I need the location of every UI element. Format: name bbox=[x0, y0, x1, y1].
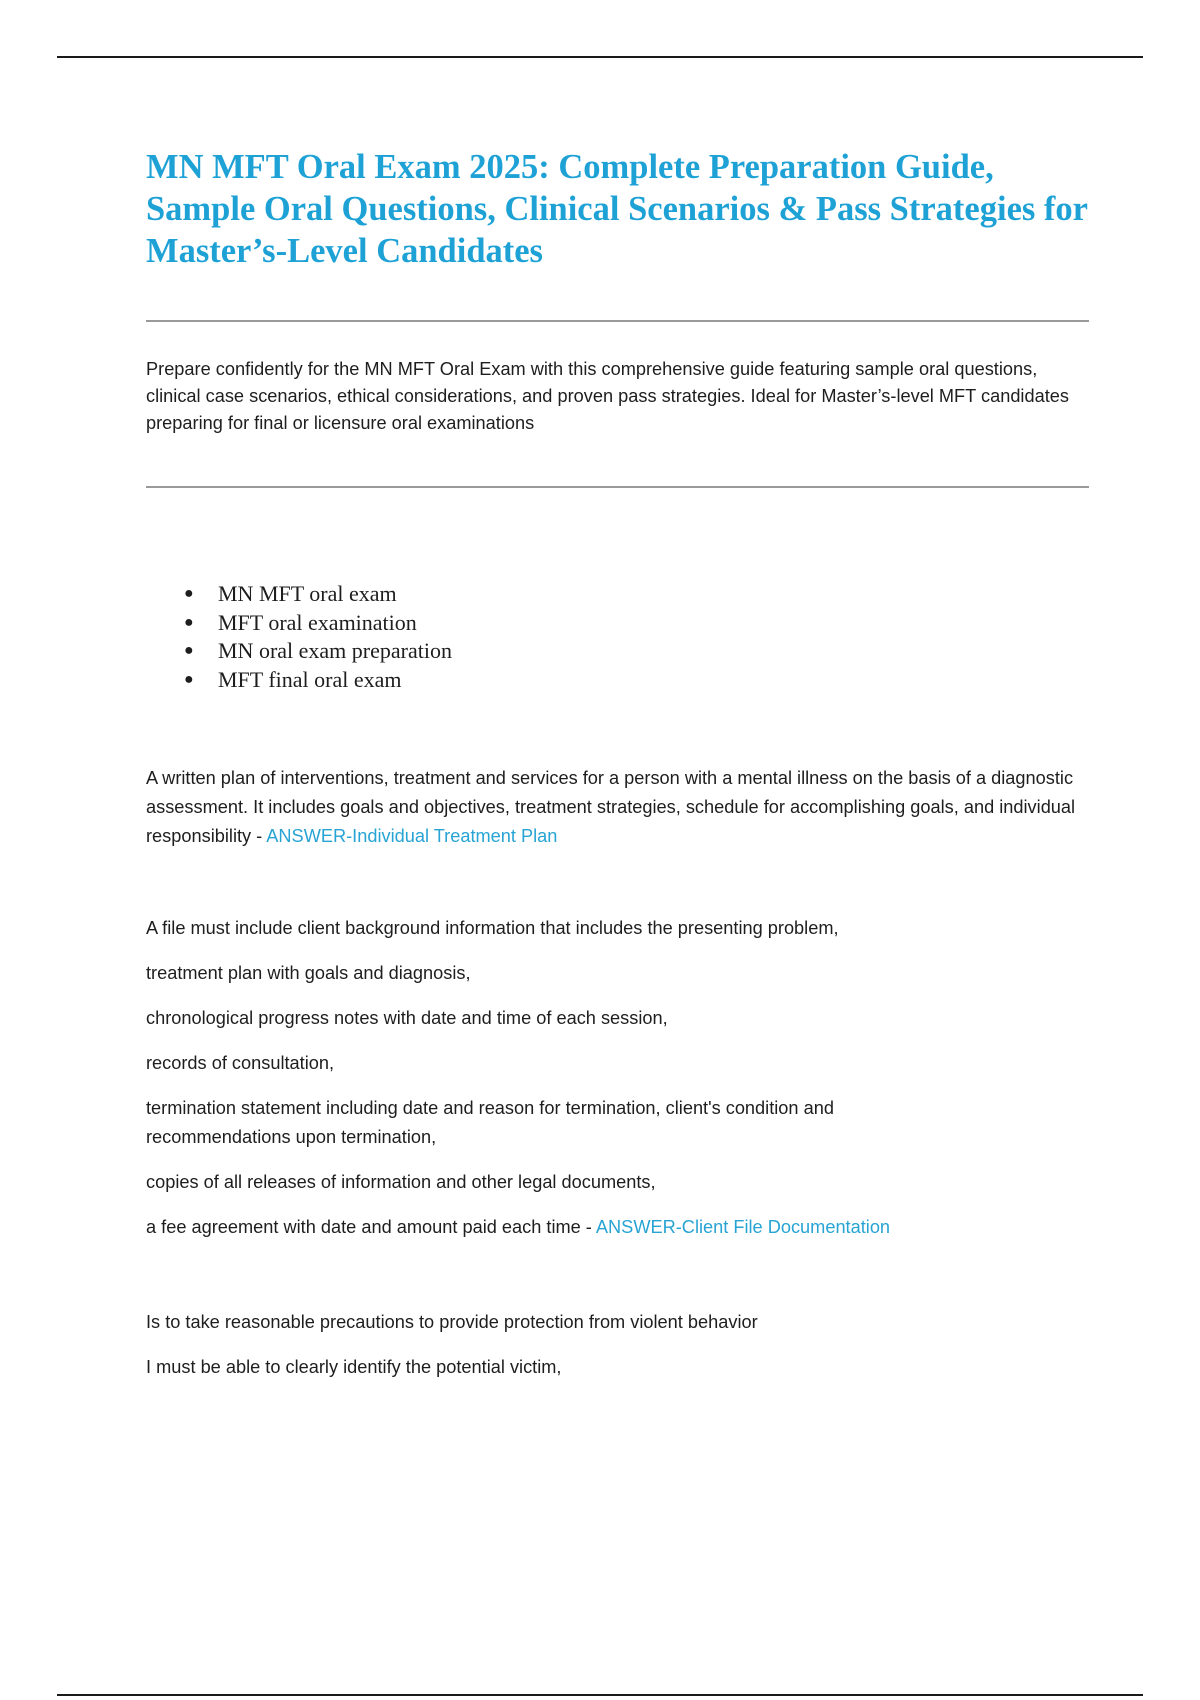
list-item: ● MFT oral examination bbox=[178, 609, 452, 638]
question-line: Is to take reasonable precautions to provide protection from violent behavior bbox=[146, 1312, 758, 1332]
divider-2 bbox=[146, 486, 1089, 488]
bullet-icon: ● bbox=[184, 585, 194, 602]
document-title: MN MFT Oral Exam 2025: Complete Preparation Guide, Sample Oral Questions, Clinical Scenarios & Pass Strategies for Master’s-Level Candidates bbox=[146, 148, 1088, 270]
bullet-icon: ● bbox=[184, 670, 194, 688]
list-item: ● MN MFT oral exam bbox=[178, 580, 452, 609]
question-line: chronological progress notes with date and time of each session, bbox=[146, 1008, 668, 1028]
question-line: A file must include client background information that includes the presenting problem, bbox=[146, 918, 839, 938]
question-line-final: a fee agreement with date and amount paid each time - ANSWER-Client File Documentation bbox=[146, 1217, 891, 1237]
keyword-list bbox=[178, 580, 452, 694]
question-line: I must be able to clearly identify the potential victim, bbox=[146, 1357, 562, 1377]
answer-text: ANSWER-Client File Documentation bbox=[595, 1217, 891, 1237]
list-item: ● MN oral exam preparation bbox=[178, 637, 452, 666]
intro-paragraph: Prepare confidently for the MN MFT Oral Exam with this comprehensive guide featuring sample oral questions, clinical case scenarios, ethical considerations, and proven pass strategies. Ideal for Master’s-level MFT candidates preparing for final or licensure oral examinations bbox=[146, 359, 1069, 433]
bullet-icon: ● bbox=[184, 642, 194, 659]
qa-client-file bbox=[146, 914, 1091, 1258]
question-line: copies of all releases of information and other legal documents, bbox=[146, 1172, 656, 1192]
question-text: A written plan of interventions, treatment and services for a person with a mental illness on the basis of a diagnostic assessment. It includes goals and objectives, treatment strategies, schedule for accomplishing goals, and individual responsibility - bbox=[146, 768, 1076, 846]
divider-1 bbox=[146, 320, 1089, 322]
question-line: treatment plan with goals and diagnosis, bbox=[146, 963, 471, 983]
bullet-icon: ● bbox=[184, 613, 194, 631]
page-bottom-rule bbox=[57, 1694, 1143, 1696]
qa-treatment-plan bbox=[146, 764, 1091, 851]
answer-text: ANSWER-Individual Treatment Plan bbox=[266, 826, 558, 846]
page-top-rule bbox=[57, 56, 1143, 58]
list-item: ● MFT final oral exam bbox=[178, 666, 452, 695]
question-line: termination statement including date and reason for termination, client's condition and recommendations upon termination, bbox=[146, 1098, 834, 1147]
question-line: records of consultation, bbox=[146, 1053, 335, 1073]
qa-duty-to-warn bbox=[146, 1308, 1091, 1398]
